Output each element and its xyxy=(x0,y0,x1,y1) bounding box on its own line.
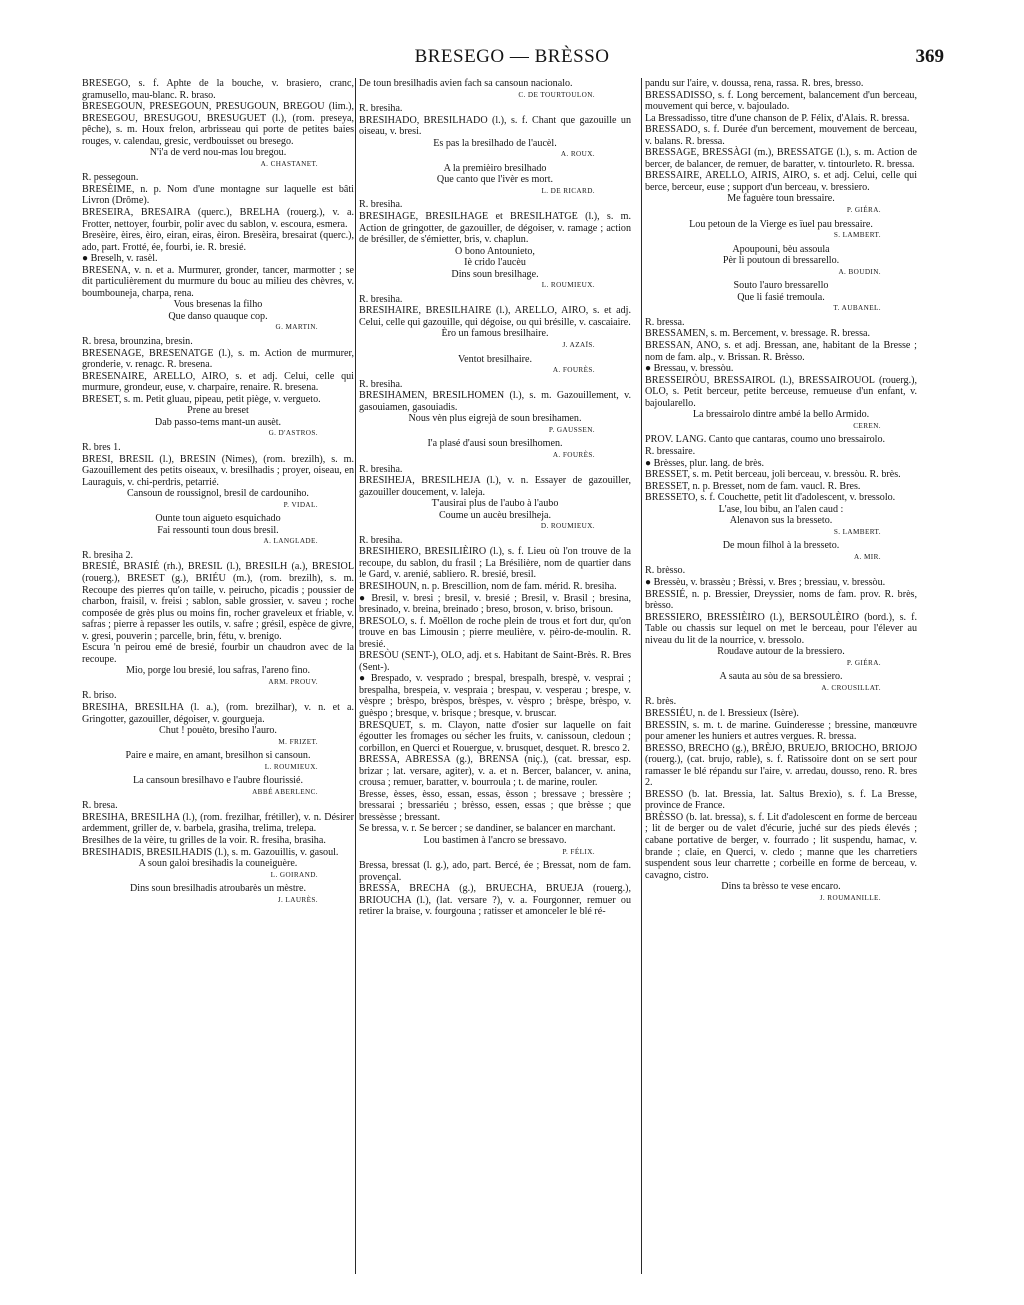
quotation-author: G. MARTIN. xyxy=(275,323,318,332)
quotation-line: A sauta au sòu de sa bressiero. xyxy=(719,671,843,683)
dictionary-entry: BRESSO (b. lat. Bressia, lat. Saltus Brexio), s. f. La Bresse, province de France. xyxy=(645,788,917,812)
quotation-line: Èro un famous bresilhaire. xyxy=(441,328,549,340)
dictionary-entry: Se bressa, v. r. Se bercer ; se dandiner, se balancer en marchant. xyxy=(359,823,616,835)
dictionary-entry: R. bresiha. xyxy=(359,199,403,211)
quotation-author: A. MIR. xyxy=(854,552,881,561)
dictionary-column-2 xyxy=(359,78,631,918)
dictionary-entry: Escura 'n peirou emé de bresié, fourbir un chaudron avec de la recoupe. xyxy=(82,642,354,665)
quotation-line: Que canto que l'ivèr es mort. xyxy=(436,174,554,186)
quotation-author: C. DE TOURTOULON. xyxy=(518,90,595,99)
dictionary-entry: R. bresa, brounzina, bresin. xyxy=(82,336,193,348)
dictionary-entry: BRESIHAMEN, BRESILHOMEN (l.), s. m. Gazouillement, v. gasouiamen, gasouiadis. xyxy=(359,390,631,413)
dictionary-entry: BRESEGO, s. f. Aphte de la bouche, v. brasiero, cranc, gramusello, mau-blanc. R. braso. xyxy=(82,78,354,101)
quotation-line: Prene au breset xyxy=(187,405,249,417)
page-header xyxy=(0,46,1024,76)
quotation-line: Que li fasié tremoula. xyxy=(737,291,825,303)
dictionary-entry: BRESSIERO, BRESSIÈIRO (l.), BERSOULÈIRO (bord.), s. f. Table ou chassis sur lequel on met le berceau, pour l'élever au niveau du lit de la nourrice, v. bressolo. xyxy=(645,611,917,646)
quotation-author: T. AUBANEL. xyxy=(833,304,881,313)
quotation-author: L. GOIRAND. xyxy=(270,870,318,879)
quotation-line: Paire e maire, en amant, bresilhon si cansoun. xyxy=(125,750,311,762)
dictionary-entry: BRESQUET, s. m. Clayon, natte d'osier sur laquelle on fait égoutter les fromages ou sécher les fruits, v. canissoun, cledoun ; corbillon, en Querci et Rouergue, v. brusquet, desquet. R. bresco 2. xyxy=(359,719,631,754)
quotation-line: Ventot bresilhaire. xyxy=(458,353,532,365)
dictionary-entry: R. bresiha. xyxy=(359,293,403,305)
dictionary-entry: R. bres 1. xyxy=(82,441,121,453)
quotation-line: Fai ressounti toun dous bresil. xyxy=(157,524,279,536)
dictionary-entry: R. briso. xyxy=(82,690,117,702)
dictionary-entry: BRESSETO, s. f. Couchette, petit lit d'adolescent, v. bressolo. xyxy=(645,492,896,504)
dictionary-entry: BRESEIRA, BRESAIRA (querc.), BRELHA (rouerg.), v. a. Frotter, nettoyer, fourbir, polir avec du sablon, v. escoura, esmera. xyxy=(82,207,354,230)
dictionary-entry: BRESI, BRESIL (l.), BRESIN (Nimes), (rom. brezilh), s. m. Gazouillement des petits oiseaux, v. bresilhadis ; proyer, oiseau, en Lauraguis, v. chi-perdris, petarrié. xyxy=(82,453,354,488)
quotation-line: Coume un aucèu bresilheja. xyxy=(438,509,552,521)
dictionary-entry: ● Breselh, v. rasèl. xyxy=(82,253,158,265)
dictionary-entry: ● Bressau, v. bressòu. xyxy=(645,363,734,375)
quotation-author: A. ROUX. xyxy=(560,150,595,159)
quotation-line: Pèr li poutoun di bressarello. xyxy=(722,255,840,267)
dictionary-entry: BRESSAGE, BRESSÀGI (m.), BRESSATGE (l.), s. m. Action de bercer, de balancer, de remuer, de baratter, v. tintourleto. R. bressa. xyxy=(645,147,917,170)
quotation-author: P. VIDAL. xyxy=(283,500,318,509)
dictionary-entry: Bressa, bressat (l. g.), ado, part. Bercé, ée ; Bressat, nom de fam. provençal. xyxy=(359,860,631,883)
quotation-author: A. CROUSILLAT. xyxy=(821,683,881,692)
quotation-line: Lou petoun de la Vierge es ïuel pau bressaire. xyxy=(689,218,873,230)
dictionary-entry: BRESSEIRÒU, BRESSAIROL (l.), BRESSAIROUOL (rouerg.), OLO, s. Petit berceur, petite berceuse, remueuse d'un enfant, v. bajoularello. xyxy=(645,374,917,409)
dictionary-entry: ● Brèsses, plur. lang. de brès. xyxy=(645,457,765,469)
dictionary-entry: R. bresiha. xyxy=(359,534,403,546)
dictionary-entry: BRESSET, n. p. Bresset, nom de fam. vaucl. R. Bres. xyxy=(645,480,861,492)
dictionary-entry: BRESIHAGE, BRESILHAGE et BRESILHATGE (l.), s. m. Action de gringotter, de gazouiller, de dégoiser, v. ramage ; action de brésiller, de s'émietter, bris, v. chaplun. xyxy=(359,211,631,246)
page-number: 369 xyxy=(915,46,944,67)
dictionary-entry: BRESSAIRE, ARELLO, AIRIS, AIRO, s. et adj. Celui, celle qui berce, berceur, euse ; support d'un berceau, v. bressiero. xyxy=(645,170,917,193)
quotation-line: De moun filhol à la bresseto. xyxy=(722,540,840,552)
quotation-line: Souto l'auro bressarello xyxy=(733,280,829,292)
dictionary-entry: BRESSIÉ, n. p. Bressier, Dreyssier, noms de fam. prov. R. brès, brèsso. xyxy=(645,588,917,612)
quotation-line: L'ase, lou bibu, an l'alen caud : xyxy=(718,503,844,515)
dictionary-entry: BRESIÉ, BRASIÉ (rh.), BRESIL (l.), BRESILH (a.), BRESIOL (rouerg.), BRESET (g.), BRIÉU (m.), (rom. brezilh), s. m. Recoupe des pierres qu'on taille, v. peirucho, picadis ; poussier de charbon, fraisil, v. freisi ; sablon, sable grossier, v. saveu ; roche composée de grès plus ou moins fin, rocher graveleux et friable, v. safras ; pierre à repasser les outils, v. safre ; grésil, espèce de givre, v. gresi, pouverin ; parcelle, brin, fétu, v. brenigo. xyxy=(82,561,354,642)
quotation-line: Nous vèn plus eigrejà de soun bresihamen. xyxy=(408,413,582,425)
dictionary-entry: BRESSIN, s. m. t. de marine. Guinderesse ; bressine, manœuvre pour amener les huniers et autres vergues. R. bressa. xyxy=(645,719,917,743)
column-rule xyxy=(641,78,642,1274)
dictionary-entry: Bresèire, èires, èiro, eiran, eiras, èiron. Bresèira, bresairat (querc.), ado, part. Frotté, ée, fourbi, ie. R. bresié. xyxy=(82,230,354,253)
dictionary-entry: ● Bresil, v. bresi ; bresil, v. bresié ; Bresil, v. Brasil ; bresina, bresinado, v. breina, breinado ; breso, broson, v. briso, brisoun. xyxy=(359,592,631,616)
dictionary-entry: La Bressadisso, titre d'une chanson de P. Félix, d'Alais. R. bressa. xyxy=(645,112,910,124)
quotation-author: A. CHASTANET. xyxy=(260,159,318,168)
dictionary-entry: BRESSA, BRECHA (g.), BRUECHA, BRUEJA (rouerg.), BRIOUCHA (l.), (lat. versare ?), v. a. Fourgonner, remuer ou retirer la braise, v. fourgouna ; ratisser et amonceler le blé ré- xyxy=(359,883,631,918)
dictionary-entry: BRESIHADO, BRESILHADO (l.), s. f. Chant que gazouille un oiseau, v. bresi. xyxy=(359,114,631,138)
quotation-line: O bono Antounieto, xyxy=(455,245,535,257)
quotation-author: A. BOUDIN. xyxy=(838,267,881,276)
quotation-author: P. GAUSSEN. xyxy=(548,425,595,434)
dictionary-entry: Bresse, èsses, èsso, essan, essas, èsson ; bressave ; bressère ; bressarai ; bressariéu ; brèsso, essen, essas ; que brèsse ; que bressèsse ; bressant. xyxy=(359,788,631,823)
dictionary-entry: BRESOLO, s. f. Moëllon de roche plein de trous et fort dur, qu'on trouve en bas Limousin ; pierre meulière, v. pèiro-de-moulin. R. bresié. xyxy=(359,615,631,650)
dictionary-entry: Bresilhes de la vèire, tu grilles de la voir. R. fresiha, brasiha. xyxy=(82,835,326,846)
column-rule xyxy=(355,78,356,1274)
dictionary-entry: R. bresa. xyxy=(82,800,118,812)
quotation-author: L. ROUMIEUX. xyxy=(264,762,318,771)
dictionary-entry: BRESIHA, BRESILHA (l.), (rom. frezilhar, frétiller), v. n. Désirer ardemment, griller de, v. barbela, grasiha, trelima, trelepa. xyxy=(82,811,354,835)
dictionary-entry: BRESSIÉU, n. de l. Bressieux (Isère). xyxy=(645,707,799,719)
quotation-line: Apoupouni, bèu assoula xyxy=(732,243,830,255)
dictionary-entry: BRESIHAIRE, BRESILHAIRE (l.), ARELLO, AIRO, s. et adj. Celui, celle qui gazouille, qui dégoise, ou qui brésille, v. cascaiaire. xyxy=(359,305,631,328)
dictionary-entry: pandu sur l'aire, v. doussa, rena, rassa. R. bres, bresso. xyxy=(645,78,864,89)
dictionary-entry: BRESIHADIS, BRESILHADIS (l.), s. m. Gazouillis, v. gasoul. xyxy=(82,846,339,858)
dictionary-entry: BRESÒU (SENT-), OLO, adj. et s. Habitant de Saint-Brès. R. Bres (Sent-). xyxy=(359,650,631,673)
dictionary-entry: BRESSADISSO, s. f. Long bercement, balancement d'un berceau, mouvement qui berce, v. bajoulado. xyxy=(645,89,917,113)
quotation-line: I'a plasé d'ausi soun bresilhomen. xyxy=(427,438,563,450)
dictionary-entry: BRESENA, v. n. et a. Murmurer, gronder, tancer, marmotter ; se dit particulièrement du murmure du bouc au milieu des chèvres, v. boumbouneja, charpa, rena. xyxy=(82,264,354,299)
quotation-author: P. GIÉRA. xyxy=(846,658,881,667)
quotation-author: CEREN. xyxy=(853,421,881,430)
quotation-line: Mio, porge lou bresié, lou safras, l'areno fino. xyxy=(125,665,311,677)
quotation-line: Me faguère toun bressaire. xyxy=(727,193,835,205)
quotation-author: J. ROUMANILLE. xyxy=(819,893,881,902)
quotation-line: Es pas la bresilhado de l'aucèl. xyxy=(433,137,557,149)
dictionary-entry: BRESSO, BRECHO (g.), BRÈJO, BRUEJO, BRIOCHO, BRIOJO (rouerg.), (cat. brujo, rable), s. f. Ratissoire dont on se sert pour ramasser le blé répandu sur l'aire, v. arredau, dousso, reno. R. bres 2. xyxy=(645,742,917,789)
dictionary-entry: R. bresiha. xyxy=(359,378,403,390)
quotation-author: J. AZAÏS. xyxy=(562,341,595,350)
dictionary-entry: ● Brespado, v. vesprado ; brespal, brespalh, brespè, v. vesprai ; brespalha, brespeia, v. vespraia ; brespau, v. vesperau ; brespe, v. vèspre ; brèspo, brèspos, brèspes, v. vèspro ; brèspe, brèspo, v. guèspo ; bresque, v. brisque ; bresque, v. bruscar. xyxy=(359,673,631,719)
quotation-author: L. ROUMIEUX. xyxy=(541,281,595,290)
dictionary-column-1 xyxy=(82,78,354,908)
dictionary-entry: R. brès. xyxy=(645,696,677,708)
quotation-author: S. LAMBERT. xyxy=(833,527,881,536)
dictionary-entry: BRESSET, s. m. Petit berceau, joli berceau, v. bressòu. R. brès. xyxy=(645,469,901,481)
dictionary-column-3 xyxy=(645,78,917,906)
quotation-author: A. FOURÈS. xyxy=(552,450,595,459)
quotation-line: Dab passo-tems mant-un ausèt. xyxy=(154,416,282,428)
quotation-line: T'ausirai plus de l'aubo à l'aubo xyxy=(431,498,559,510)
quotation-author: G. D'ASTROS. xyxy=(268,429,318,438)
quotation-line: Cansoun de roussignol, bresil de cardouniho. xyxy=(127,488,309,500)
quotation-author: L. DE RICARD. xyxy=(541,186,595,195)
dictionary-entry: BRESIHIERO, BRESILIÈIRO (l.), s. f. Lieu où l'on trouve de la recoupe, du sablon, du frasil ; La Brésilière, nom de quartier dans le Gard, v. arenié, sabliero. R. bresié, bresil. xyxy=(359,546,631,581)
quotation-author: D. ROUMIEUX. xyxy=(540,522,595,531)
dictionary-entry: BRESIHA, BRESILHA (l. a.), (rom. brezilhar), v. n. et a. Gringotter, gazouiller, dégoiser, v. gourgueja. xyxy=(82,701,354,725)
dictionary-entry: BRESÈIME, n. p. Nom d'une montagne sur laquelle est bâti Livron (Drôme). xyxy=(82,183,354,207)
dictionary-entry: BRESENAIRE, ARELLO, AIRO, s. et adj. Celui, celle qui murmure, grondeur, euse, v. charpaire, renaire. R. bresena. xyxy=(82,370,354,394)
quotation-author: A. FOURÈS. xyxy=(552,366,595,375)
quotation-author: A. LANGLADE. xyxy=(263,537,318,546)
dictionary-entry: R. bresiha 2. xyxy=(82,549,134,561)
quotation-author: S. LAMBERT. xyxy=(833,231,881,240)
quotation-author: ARM. PROUV. xyxy=(268,677,318,686)
quotation-line: A soun galoi bresihadis la couneiguère. xyxy=(138,858,298,870)
dictionary-entry: BRESSADO, s. f. Durée d'un bercement, mouvement de berceau, v. balans. R. bressa. xyxy=(645,124,917,147)
dictionary-entry: De toun bresilhadis avien fach sa cansoun nacionalo. xyxy=(359,78,573,89)
quotation-line: La cansoun bresilhavo e l'aubre flourissié. xyxy=(133,775,303,787)
dictionary-entry: BRESIHOUN, n. p. Brescillion, nom de fam. mérid. R. bresiha. xyxy=(359,580,617,592)
dictionary-entry: R. bressa. xyxy=(645,316,685,328)
dictionary-entry: BRESET, s. m. Petit gluau, pipeau, petit piège, v. vergueto. xyxy=(82,393,321,405)
dictionary-entry: R. brèsso. xyxy=(645,565,686,577)
quotation-line: Dins soun bresilhadis atroubarès un mèstre. xyxy=(129,883,307,895)
quotation-line: La bressairolo dintre ambé la bello Armido. xyxy=(692,409,870,421)
quotation-line: Lou bastimen à l'ancro se bressavo. xyxy=(423,835,567,846)
dictionary-entry: PROV. LANG. Canto que cantaras, coumo uno bressairolo. xyxy=(645,434,886,446)
running-head: BRESEGO — BRÈSSO xyxy=(414,46,610,67)
dictionary-entry: BRESSAN, ANO, s. et adj. Bressan, ane, habitant de la Bresse ; nom de fam. alp., v. Brissan. R. Brèsso. xyxy=(645,340,917,363)
dictionary-entry: R. bresiha. xyxy=(359,463,403,475)
quotation-author: P. GIÉRA. xyxy=(846,206,881,215)
quotation-line: Chut ! pouèto, bresiho l'auro. xyxy=(159,725,277,737)
quotation-author: ABBÉ ABERLENC. xyxy=(252,787,318,796)
quotation-line: Roudave autour de la bressiero. xyxy=(717,646,845,658)
quotation-line: Iè crido l'aucèu xyxy=(464,257,526,269)
quotation-author: M. FRIZET. xyxy=(278,737,318,746)
quotation-line: Alenavon sus la bresseto. xyxy=(729,515,833,527)
quotation-line: A la premièiro bresilhado xyxy=(443,162,547,174)
dictionary-entry: BRESENAGE, BRESENATGE (l.), s. m. Action de murmurer, gronderie, v. renagc. R. bresena. xyxy=(82,347,354,371)
dictionary-entry: R. bresiha. xyxy=(359,103,403,115)
quotation-line: Ounte toun aigueto esquichado xyxy=(155,513,281,525)
dictionary-entry: BRESSAMEN, s. m. Bercement, v. bressage. R. bressa. xyxy=(645,328,871,340)
quotation-author: J. LAURÈS. xyxy=(277,895,318,904)
quotation-line: N'i'a de verd nou-mas lou bregou. xyxy=(149,147,287,159)
dictionary-entry: R. bressaire. xyxy=(645,445,696,457)
dictionary-entry: R. pessegoun. xyxy=(82,172,139,184)
dictionary-entry: BRESSA, ABRESSA (g.), BRENSA (niç.), (cat. bressar, esp. brizar ; lat. versare, agiter), v. a. et n. Bercer, balancer, v. anina, crousa ; remuer, baratter, v. bourroula ; t. de marine, rouler. xyxy=(359,754,631,789)
dictionary-entry: ● Bressèu, v. brassèu ; Brèssi, v. Bres ; bressiau, v. bressòu. xyxy=(645,576,886,588)
quotation-author: P. FÉLIX. xyxy=(562,847,595,856)
dictionary-entry: BRESEGOUN, PRESEGOUN, PRESUGOUN, BREGOU (lim.), BRESEGOU, BRESUGOU, BRESUGUET (l.), (rom. preseya, pêche), s. m. Houx frelon, arbrisseau qui porte de petites baies rouges, v. calendau, gresic, verdbouisset ou bresego. xyxy=(82,101,354,147)
dictionary-entry: BRESIHEJA, BRESILHEJA (l.), v. n. Essayer de gazouiller, gazouiller doucement, v. laleja. xyxy=(359,475,631,498)
quotation-line: Dins ta brèsso te vese encaro. xyxy=(721,881,841,893)
quotation-line: Que danso quauque cop. xyxy=(168,310,268,322)
quotation-line: Dins soun bresilhage. xyxy=(451,268,539,280)
dictionary-entry: BRÈSSO (b. lat. bressa), s. f. Lit d'adolescent en forme de berceau ; lit de berger ou de valet d'écurie, juché sur des pieds élevés ; cabane portative de berger, v. fourrado ; lit suspendu, hamac, v. brande ; claie, en Querci, v. cledo ; manne que les charretiers suspendent sous leur charrette ; corbeille en forme de berceau, v. cavagno, cistro. xyxy=(645,811,917,881)
quotation-line: Vous bresenas la filho xyxy=(173,299,263,311)
